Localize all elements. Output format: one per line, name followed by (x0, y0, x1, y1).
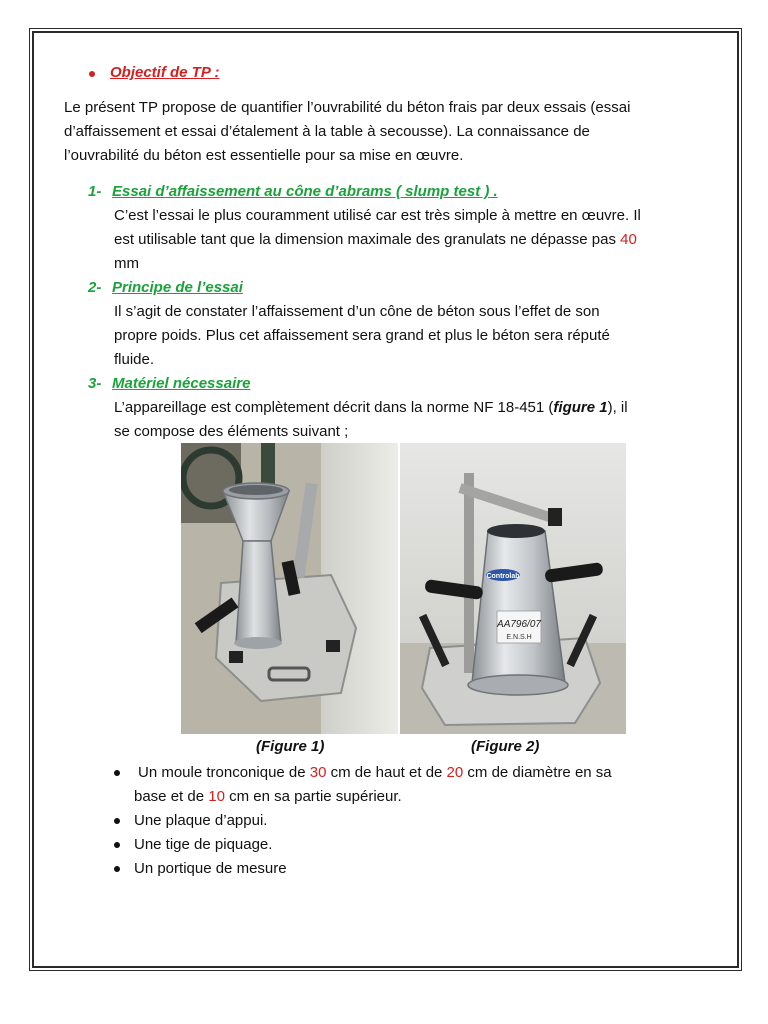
bullet-item-1-text-a: Un moule tronconique de (138, 764, 310, 781)
section-1-line-1: C’est l’essai le plus couramment utilisé car est très simple à mettre en œuvre. Il (114, 207, 641, 224)
bullet-dot-1 (114, 770, 120, 776)
bullet-item-1-text-e: cm en sa partie supérieur. (224, 788, 402, 805)
bullet-dot-2 (114, 818, 120, 824)
section-3-number: 3- (88, 375, 102, 392)
section-2-line-1: Il s’agit de constater l’affaissement d’un cône de béton sous l’effet de son (114, 303, 600, 320)
section-1-line-2-text: est utilisable tant que la dimension maximale des granulats ne dépasse pas (114, 231, 621, 248)
bullet-dot-4 (114, 866, 120, 872)
bullet-item-3: Une tige de piquage. (134, 836, 273, 853)
max-aggregate-size: 40 (620, 231, 637, 248)
section-1-line-2 (114, 228, 637, 252)
section-1-line-3: mm (114, 255, 139, 272)
bullet-item-1-text-b: cm de haut et de (326, 764, 447, 781)
bullet-item-2: Une plaque d’appui. (134, 812, 268, 829)
figure-reference: figure 1 (553, 399, 608, 416)
figure-2-photo (400, 443, 626, 734)
section-3-line-1 (114, 396, 628, 420)
bullet-item-1-line-2 (134, 785, 402, 809)
figure-2-caption: (Figure 2) (471, 738, 540, 755)
section-3-line-1-end: ), il (607, 399, 628, 416)
objective-bullet (89, 71, 95, 77)
section-3-title: Matériel nécessaire (112, 375, 251, 392)
bullet-item-1-text-d: base et de (134, 788, 209, 805)
section-2-title: Principe de l’essai (112, 279, 243, 296)
mold-base-diameter-value: 20 (446, 764, 464, 781)
slump-cone-with-handles-illustration (400, 443, 626, 734)
bullet-item-1-line-1 (138, 761, 612, 785)
cone-inventory-number: AA796/07 (497, 619, 541, 630)
mold-height-value: 30 (309, 764, 327, 781)
figure-1-caption: (Figure 1) (256, 738, 325, 755)
bullet-dot-3 (114, 842, 120, 848)
cone-brand-label: Controlab (486, 573, 520, 580)
intro-line-1: Le présent TP propose de quantifier l’ouvrabilité du béton frais par deux essais (essai (64, 99, 631, 116)
objective-title: Objectif de TP : (110, 64, 220, 81)
intro-line-2: d’affaissement et essai d’étalement à la table à secousse). La connaissance de (64, 123, 590, 140)
figure-1-photo (181, 443, 398, 734)
mold-top-diameter-value: 10 (208, 788, 225, 805)
bullet-item-1-text-c: cm de diamètre en sa (463, 764, 612, 781)
section-1-title: Essai d’affaissement au cône d’abrams ( slump test ) . (112, 183, 498, 200)
bullet-item-4: Un portique de mesure (134, 860, 287, 877)
section-1-number: 1- (88, 183, 102, 200)
section-3-line-1-text: L’appareillage est complètement décrit dans la norme NF 18-451 ( (114, 399, 554, 416)
section-2-line-2: propre poids. Plus cet affaissement sera grand et plus le béton sera réputé (114, 327, 610, 344)
slump-cone-with-base-illustration (181, 443, 398, 734)
section-2-number: 2- (88, 279, 102, 296)
intro-line-3: l’ouvrabilité du béton est essentielle pour sa mise en œuvre. (64, 147, 464, 164)
section-3-line-2: se compose des éléments suivant ; (114, 423, 349, 440)
section-2-line-3: fluide. (114, 351, 155, 368)
cone-owner-label: E.N.S.H (506, 634, 532, 641)
